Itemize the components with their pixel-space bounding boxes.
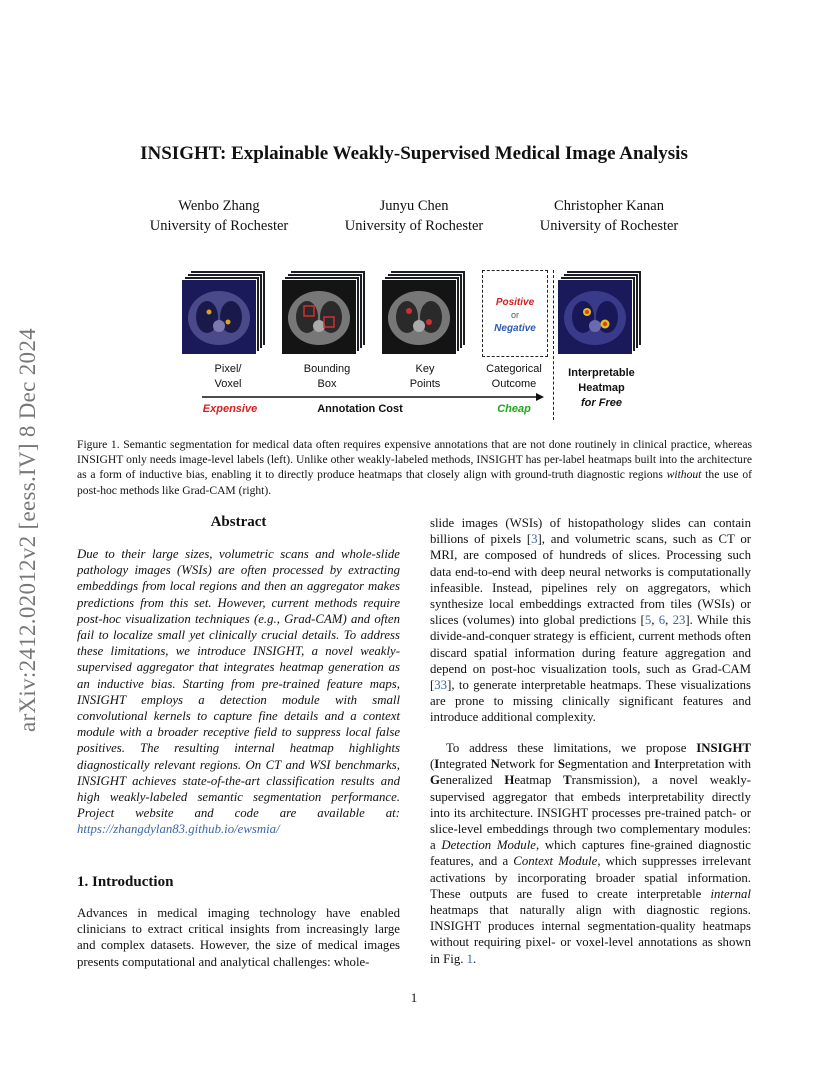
- caption-label: Figure 1.: [77, 438, 120, 451]
- expensive-label: Expensive: [202, 403, 258, 415]
- figure-1: [180, 268, 650, 428]
- panel-label-categorical: Categorical Outcome: [486, 363, 542, 390]
- project-link[interactable]: https://zhangdylan83.github.io/ewsmia/: [77, 822, 280, 837]
- annotation-cost-arrow: [200, 392, 545, 402]
- abstract-body: Due to their large sizes, volumetric scans and whole-slide pathology images (WSIs) are often processed by extracting embeddings from local regions and then an aggregator makes predictions from this set. However, current methods require post-hoc visualization techniques (e.g., Grad-CAM) and often fail to localize small yet clinically crucial details. To address these limitations, we introduce INSIGHT, a novel weakly-supervised aggregator that integrates heatmap generation as an inductive bias. Starting from pre-trained feature maps, INSIGHT employs a detection module with small convolutional kernels to capture fine details and a context module with a broader receptive field to suppress local false positives. The resulting internal heatmap highlights diagnostically relevant regions. On CT and WSI benchmarks, INSIGHT achieves state-of-the-art classification results and high weakly-labeled semantic segmentation performance. Project website and code are available at: https://zhangdylan83.github.io/ewsmia/: [77, 547, 400, 837]
- negative-label: Negative: [494, 323, 536, 334]
- figure-caption: [77, 437, 752, 498]
- categorical-outcome-box: [482, 270, 548, 357]
- citation-link[interactable]: 5: [644, 613, 652, 628]
- abstract-heading: Abstract: [210, 514, 267, 530]
- ct-scan-image: [381, 279, 457, 355]
- paper-title: INSIGHT: Explainable Weakly-Supervised Medical Image Analysis: [140, 143, 688, 164]
- citation-link[interactable]: 3: [531, 532, 538, 547]
- caption-italic: without: [666, 468, 702, 482]
- figure-ref-link[interactable]: 1: [466, 951, 474, 966]
- panel-label-bbox: Bounding Box: [303, 363, 351, 390]
- intro-body: Advances in medical imaging technology have enabled clinicians to extract critical insights from increasingly large and complex datasets. However, the size of medical images presents computational and analytical challenges: whole-: [77, 906, 400, 969]
- right-col-para-1: slide images (WSIs) of histopathology slides can contain billions of pixels [3], and volumetric scans, such as CT or MRI, are composed of hundreds of slices. Processing such data end-to-end with deep neural networks is computationally infeasible. Instead, pipelines rely on aggregators, which synthesize local embeddings extracted from tiles (WSIs) or slices (volumes) into global predictions [5, 6, 23]. While this divide-and-conquer strategy is efficient, current methods often discard spatial information during feature aggregation and depend on post-hoc visualization tools, such as Grad-CAM [33], to generate interpretable heatmaps. These visualizations are prone to missing clinically significant features and introduce additional complexity.: [430, 516, 751, 725]
- author-2: [319, 196, 509, 236]
- annotation-cost-label: Annotation Cost: [317, 403, 403, 415]
- author-affiliation: University of Rochester: [539, 218, 679, 234]
- ct-scan-image: [281, 279, 357, 355]
- or-label: or: [510, 310, 519, 320]
- author-name: Christopher Kanan: [554, 198, 664, 214]
- page-number: 1: [410, 990, 418, 1005]
- citation-link[interactable]: 6: [658, 613, 666, 628]
- panel-label-keypoints: Key Points: [409, 363, 441, 390]
- arxiv-stamp-text: arXiv:2412.02012v2 [eess.IV] 8 Dec 2024: [15, 328, 40, 732]
- right-col-para-2: To address these limitations, we propose INSIGHT (Integrated Network for Segmentation and Interpretation with Generalized Heatmap Transmission), a novel weakly-supervised aggregator that embeds interpretability directly into its architecture. INSIGHT processes pre-trained patch- or slice-level embeddings through two complementary modules: a Detection Module, which captures fine-grained diagnostic features, and a Context Module, which suppresses irrelevant activations by incorporating broader spatial information. These outputs are fused to create interpretable internal heatmaps that naturally align with diagnostic regions. INSIGHT produces internal segmentation-quality heatmaps without requiring pixel- or voxel-level annotations as shown in Fig. 1.: [430, 741, 752, 966]
- heatmap-label: Interpretable Heatmap for Free: [568, 367, 635, 409]
- author-affiliation: University of Rochester: [149, 218, 289, 234]
- citation-link[interactable]: 33: [434, 678, 448, 693]
- ct-scan-image: [181, 279, 257, 355]
- citation-link[interactable]: 23: [672, 613, 686, 628]
- author-3: [514, 196, 704, 236]
- arxiv-stamp: [8, 290, 48, 770]
- author-name: Junyu Chen: [379, 198, 449, 214]
- positive-label: Positive: [495, 297, 535, 308]
- caption-text: Semantic segmentation for medical data often requires expensive annotations that are not done routinely in clinical practice, whereas INSIGHT only needs image-level labels (left). Unlike other weakly-labeled methods, INSIGHT has per-label heatmaps built into the architecture as a form of inductive bias, enabling it to directly produce heatmaps that closely align with ground-truth diagnostic regions: [77, 438, 752, 482]
- author-affiliation: University of Rochester: [344, 218, 484, 234]
- caption-text-end: the use of post-hoc methods like Grad-CAM (right).: [77, 468, 752, 497]
- intro-heading: 1. Introduction: [77, 874, 174, 890]
- panel-label-pixel: Pixel/ Voxel: [214, 363, 242, 390]
- cheap-label: Cheap: [497, 403, 531, 415]
- author-name: Wenbo Zhang: [178, 198, 260, 214]
- author-1: [124, 196, 314, 236]
- heatmap-image: [557, 279, 633, 355]
